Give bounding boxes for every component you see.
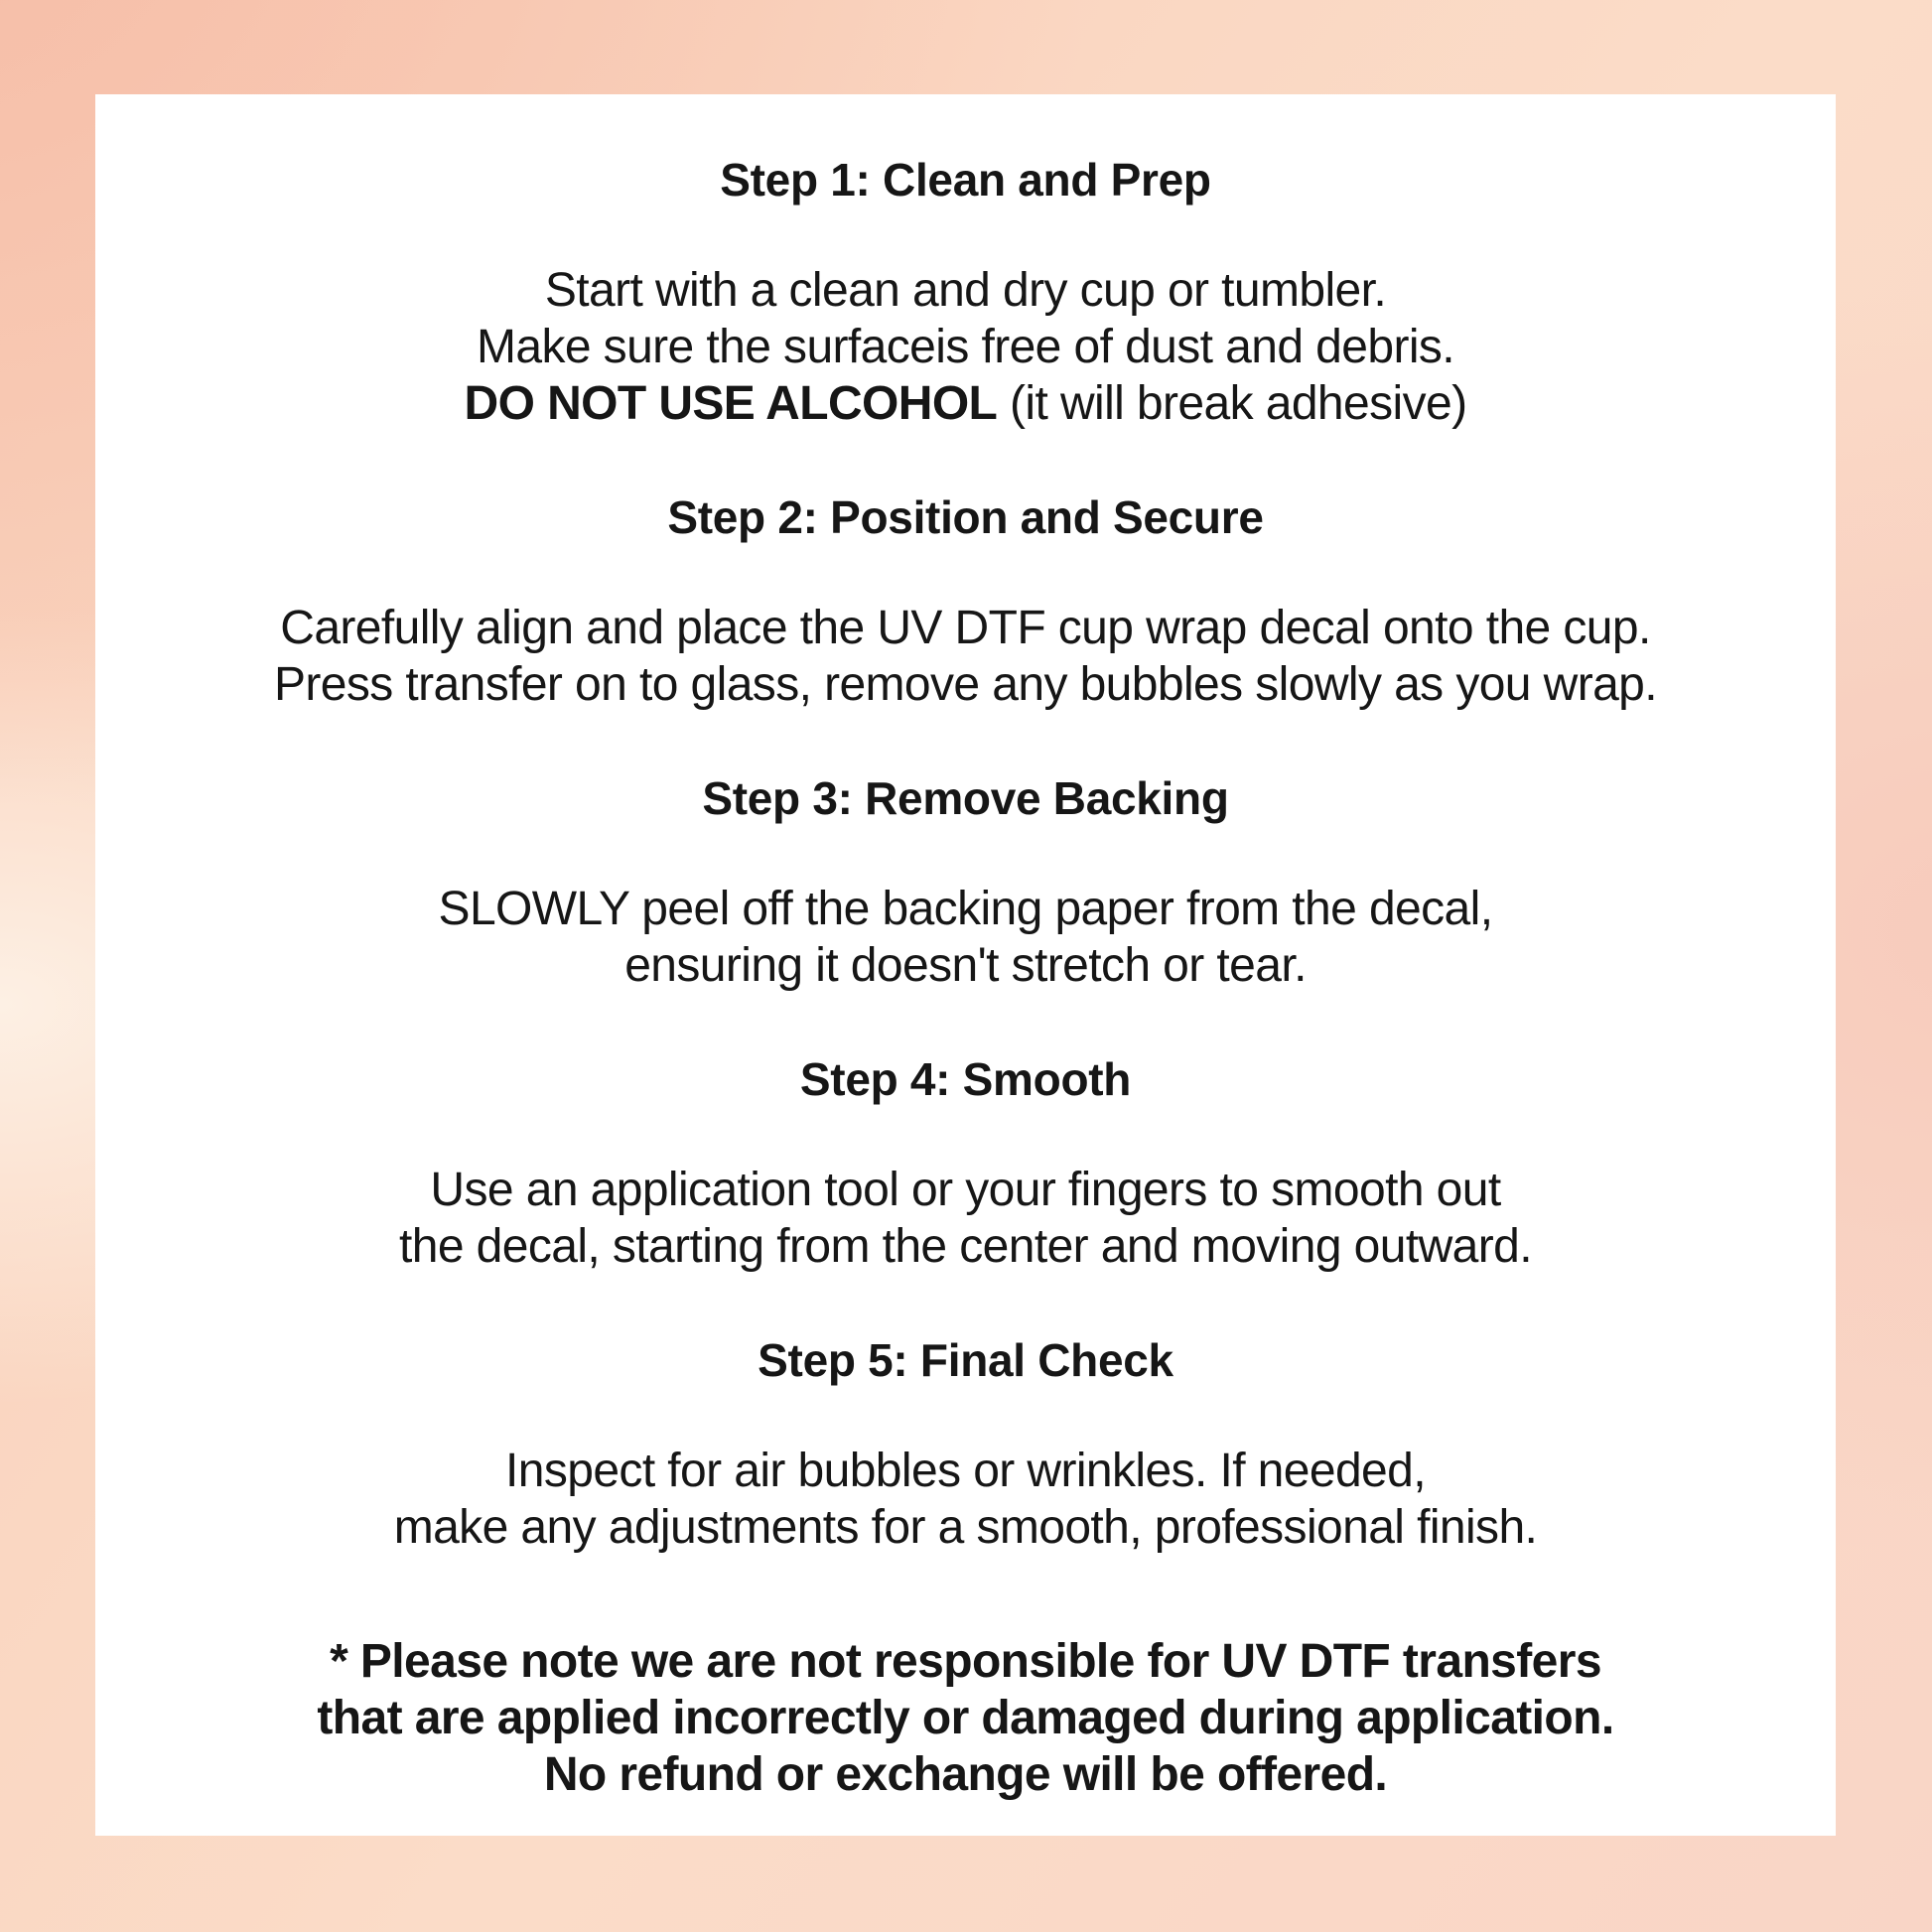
instruction-card bbox=[95, 94, 1836, 1836]
step-3-body bbox=[115, 881, 1816, 994]
disclaimer-line: that are applied incorrectly or damaged during application. bbox=[317, 1692, 1614, 1744]
step-5-section bbox=[115, 1332, 1816, 1556]
step-4-section bbox=[115, 1051, 1816, 1275]
step-1-body bbox=[115, 262, 1816, 432]
step-5-body bbox=[115, 1443, 1816, 1556]
body-line: Make sure the surfaceis free of dust and debris. bbox=[476, 321, 1455, 373]
step-3-heading: Step 3: Remove Backing bbox=[702, 772, 1229, 824]
step-4-body bbox=[115, 1162, 1816, 1275]
body-line: Inspect for air bubbles or wrinkles. If needed, bbox=[505, 1445, 1426, 1497]
disclaimer-line: * Please note we are not responsible for UV DTF transfers bbox=[330, 1635, 1601, 1688]
step-4-heading: Step 4: Smooth bbox=[799, 1053, 1132, 1105]
step-5-heading: Step 5: Final Check bbox=[758, 1334, 1173, 1386]
body-line: Press transfer on to glass, remove any bubbles slowly as you wrap. bbox=[273, 658, 1658, 711]
body-line: Use an application tool or your fingers to smooth out bbox=[430, 1164, 1501, 1216]
body-line: the decal, starting from the center and moving outward. bbox=[399, 1220, 1532, 1273]
body-line: Carefully align and place the UV DTF cup wrap decal onto the cup. bbox=[280, 602, 1651, 654]
body-line: ensuring it doesn't stretch or tear. bbox=[624, 939, 1307, 992]
step-2-section bbox=[115, 489, 1816, 713]
body-line: Start with a clean and dry cup or tumbler. bbox=[544, 264, 1387, 317]
step-1-heading: Step 1: Clean and Prep bbox=[720, 154, 1211, 206]
body-line: DO NOT USE ALCOHOL (it will break adhesive) bbox=[464, 377, 1467, 430]
step-2-heading: Step 2: Position and Secure bbox=[667, 491, 1264, 543]
disclaimer-line: No refund or exchange will be offered. bbox=[543, 1748, 1388, 1801]
disclaimer-footnote bbox=[115, 1633, 1816, 1803]
step-2-body bbox=[115, 600, 1816, 713]
step-1-section bbox=[115, 152, 1816, 432]
step-3-section bbox=[115, 770, 1816, 994]
body-line: make any adjustments for a smooth, professional finish. bbox=[393, 1501, 1538, 1554]
body-line: SLOWLY peel off the backing paper from the decal, bbox=[438, 883, 1493, 935]
